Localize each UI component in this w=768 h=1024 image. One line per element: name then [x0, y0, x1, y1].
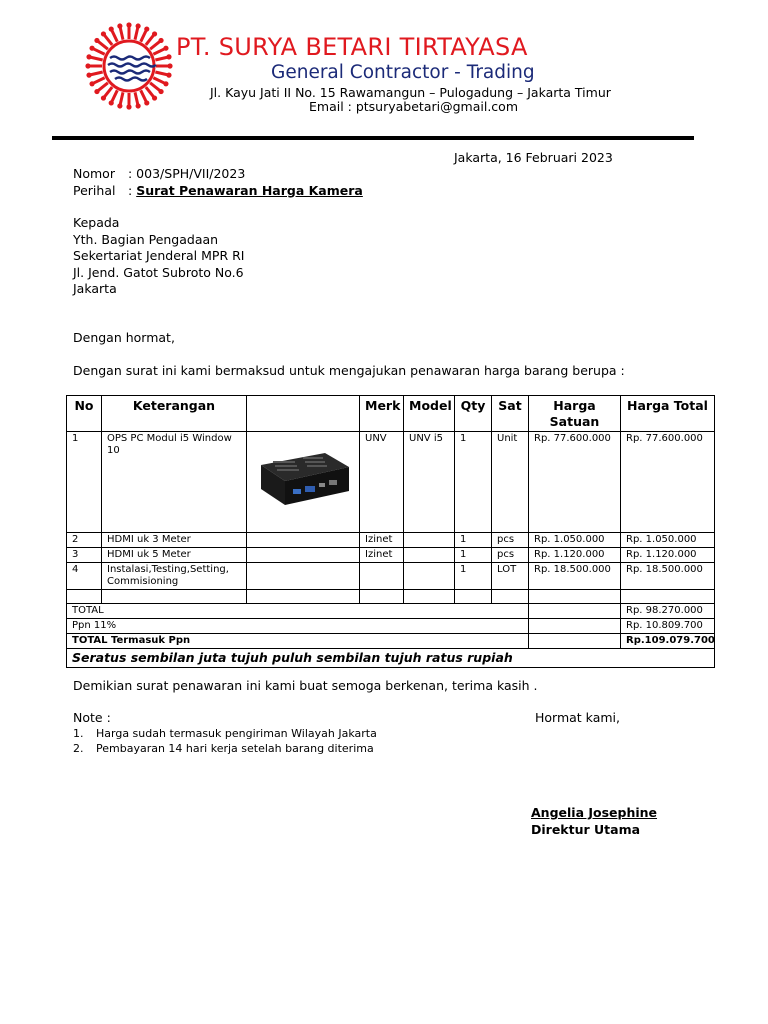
empty-cell [529, 619, 621, 634]
signatory-name: Angelia Josephine [531, 805, 658, 820]
logo-ray-tip [109, 26, 114, 31]
table-header-row [67, 396, 715, 432]
cell-merk: Izinet [360, 533, 404, 548]
perihal-value: Surat Penawaran Harga Kamera [136, 183, 363, 198]
cell-merk [360, 563, 404, 590]
cell-sat: Unit [492, 432, 529, 533]
cell-qty: 1 [455, 533, 492, 548]
cell-qty: 1 [455, 563, 492, 590]
empty-cell [247, 590, 360, 604]
cell-harga-total: Rp. 1.120.000 [621, 548, 715, 563]
cell-harga-satuan: Rp. 1.120.000 [529, 548, 621, 563]
items-table [66, 395, 715, 668]
closing-text: Demikian surat penawaran ini kami buat semoga berkenan, terima kasih . [73, 678, 538, 693]
perihal-label: Perihal [73, 183, 116, 198]
cell-merk: Izinet [360, 548, 404, 563]
logo-ray-tip [86, 73, 91, 78]
company-tagline: General Contractor - Trading [271, 62, 535, 83]
col-header [247, 396, 360, 432]
nomor-value: : 003/SPH/VII/2023 [128, 166, 246, 181]
signatory-title: Direktur Utama [531, 822, 641, 837]
logo-ray-tip [126, 22, 131, 27]
company-address: Jl. Kayu Jati II No. 15 Rawamangun – Pulogadung – Jakarta Timur [210, 85, 611, 100]
cell-no: 4 [67, 563, 102, 590]
total-label: TOTAL [67, 604, 529, 619]
logo-ray-tip [167, 63, 172, 68]
col-header: No [67, 396, 102, 432]
col-header: Model [404, 396, 455, 432]
note-label: Note : [73, 710, 111, 725]
company-name: PT. SURYA BETARI TIRTAYASA [176, 33, 528, 61]
empty-cell [360, 590, 404, 604]
table-row [67, 533, 715, 548]
logo-ray-tip [152, 95, 157, 100]
cell-sat: pcs [492, 548, 529, 563]
col-header: Harga Satuan [529, 396, 621, 432]
logo-ray-tip [89, 46, 94, 51]
logo-ray-tip [117, 23, 122, 28]
table-row [67, 432, 715, 533]
empty-cell [102, 590, 247, 604]
empty-cell [404, 590, 455, 604]
note-text: Harga sudah termasuk pengiriman Wilayah Jakarta [96, 727, 377, 740]
grand-total-label: TOTAL Termasuk Ppn [67, 634, 529, 649]
logo-ray-tip [94, 38, 99, 43]
recipient-line: Jl. Jend. Gatot Subroto No.6 [73, 265, 244, 280]
perihal-row [128, 183, 363, 198]
note-text: Pembayaran 14 hari kerja setelah barang diterima [96, 742, 374, 755]
total-row [67, 604, 715, 619]
amount-in-words: Seratus sembilan juta tujuh puluh sembilan tujuh ratus rupiah [67, 649, 715, 668]
logo-ray-tip [136, 23, 141, 28]
total-value: Rp. 98.270.000 [621, 604, 715, 619]
empty-cell [529, 590, 621, 604]
cell-no: 1 [67, 432, 102, 533]
cell-qty: 1 [455, 548, 492, 563]
logo-ray-tip [85, 63, 90, 68]
ppn-value: Rp. 10.809.700 [621, 619, 715, 634]
logo-ray-tip [158, 38, 163, 43]
recipient-line: Yth. Bagian Pengadaan [73, 232, 219, 247]
note-number: 2. [73, 742, 84, 755]
cell-model [404, 533, 455, 548]
cell-sat: pcs [492, 533, 529, 548]
grand-total-value: Rp.109.079.700 [621, 634, 715, 649]
cell-harga-total: Rp. 77.600.000 [621, 432, 715, 533]
cell-image [247, 533, 360, 548]
col-header: Qty [455, 396, 492, 432]
col-header: Keterangan [102, 396, 247, 432]
logo-ray-tip [86, 54, 91, 59]
greeting: Dengan hormat, [73, 330, 175, 345]
note-number: 1. [73, 727, 84, 740]
logo-ray-tip [163, 81, 168, 86]
cell-harga-satuan: Rp. 77.600.000 [529, 432, 621, 533]
ops-pc-module-image [253, 447, 353, 511]
cell-model [404, 563, 455, 590]
logo-ray-tip [163, 46, 168, 51]
cell-harga-total: Rp. 18.500.000 [621, 563, 715, 590]
table-row [67, 548, 715, 563]
empty-cell [492, 590, 529, 604]
recipient-line: Sekertariat Jenderal MPR RI [73, 248, 245, 263]
cell-harga-satuan: Rp. 18.500.000 [529, 563, 621, 590]
logo-ray-tip [144, 100, 149, 105]
table-row-empty [67, 590, 715, 604]
cell-image [247, 563, 360, 590]
cell-keterangan: OPS PC Modul i5 Window 10 [102, 432, 247, 533]
grand-total-row [67, 634, 715, 649]
logo-ray-tip [126, 104, 131, 109]
col-header: Sat [492, 396, 529, 432]
notes-list [73, 726, 377, 756]
logo-ray-tip [89, 81, 94, 86]
empty-cell [529, 604, 621, 619]
col-header: Merk [360, 396, 404, 432]
cell-sat: LOT [492, 563, 529, 590]
recipient-line: Jakarta [73, 281, 117, 296]
logo-ray-tip [158, 89, 163, 94]
header-divider [52, 136, 694, 140]
logo-ray-tip [101, 95, 106, 100]
cell-model [404, 548, 455, 563]
note-item [73, 741, 377, 756]
letter-date: Jakarta, 16 Februari 2023 [454, 150, 613, 165]
cell-keterangan: Instalasi,Testing,Setting, Commisioning [102, 563, 247, 590]
company-email: Email : ptsuryabetari@gmail.com [309, 99, 518, 114]
cell-qty: 1 [455, 432, 492, 533]
logo-ray-tip [166, 54, 171, 59]
company-logo [84, 22, 174, 110]
ppn-row [67, 619, 715, 634]
cell-harga-satuan: Rp. 1.050.000 [529, 533, 621, 548]
amount-in-words-row [67, 649, 715, 668]
empty-cell [67, 590, 102, 604]
logo-ray-tip [152, 31, 157, 36]
intro-text: Dengan surat ini kami bermaksud untuk mengajukan penawaran harga barang berupa : [73, 363, 625, 378]
logo-ray-tip [117, 103, 122, 108]
cell-keterangan: HDMI uk 5 Meter [102, 548, 247, 563]
note-item [73, 726, 377, 741]
logo-ray-tip [136, 103, 141, 108]
ppn-label: Ppn 11% [67, 619, 529, 634]
col-header: Harga Total [621, 396, 715, 432]
empty-cell [455, 590, 492, 604]
cell-harga-total: Rp. 1.050.000 [621, 533, 715, 548]
cell-no: 2 [67, 533, 102, 548]
logo-ray-tip [101, 31, 106, 36]
nomor-label: Nomor [73, 166, 115, 181]
recipient-line: Kepada [73, 215, 120, 230]
empty-cell [529, 634, 621, 649]
cell-no: 3 [67, 548, 102, 563]
logo-ray-tip [94, 89, 99, 94]
logo-ray-tip [144, 26, 149, 31]
empty-cell [621, 590, 715, 604]
logo-ray-tip [166, 73, 171, 78]
cell-image [247, 548, 360, 563]
logo-ray-tip [109, 100, 114, 105]
regards-text: Hormat kami, [535, 710, 620, 725]
cell-image [247, 432, 360, 533]
cell-keterangan: HDMI uk 3 Meter [102, 533, 247, 548]
cell-merk: UNV [360, 432, 404, 533]
cell-model: UNV i5 [404, 432, 455, 533]
perihal-colon: : [128, 183, 137, 198]
table-row [67, 563, 715, 590]
